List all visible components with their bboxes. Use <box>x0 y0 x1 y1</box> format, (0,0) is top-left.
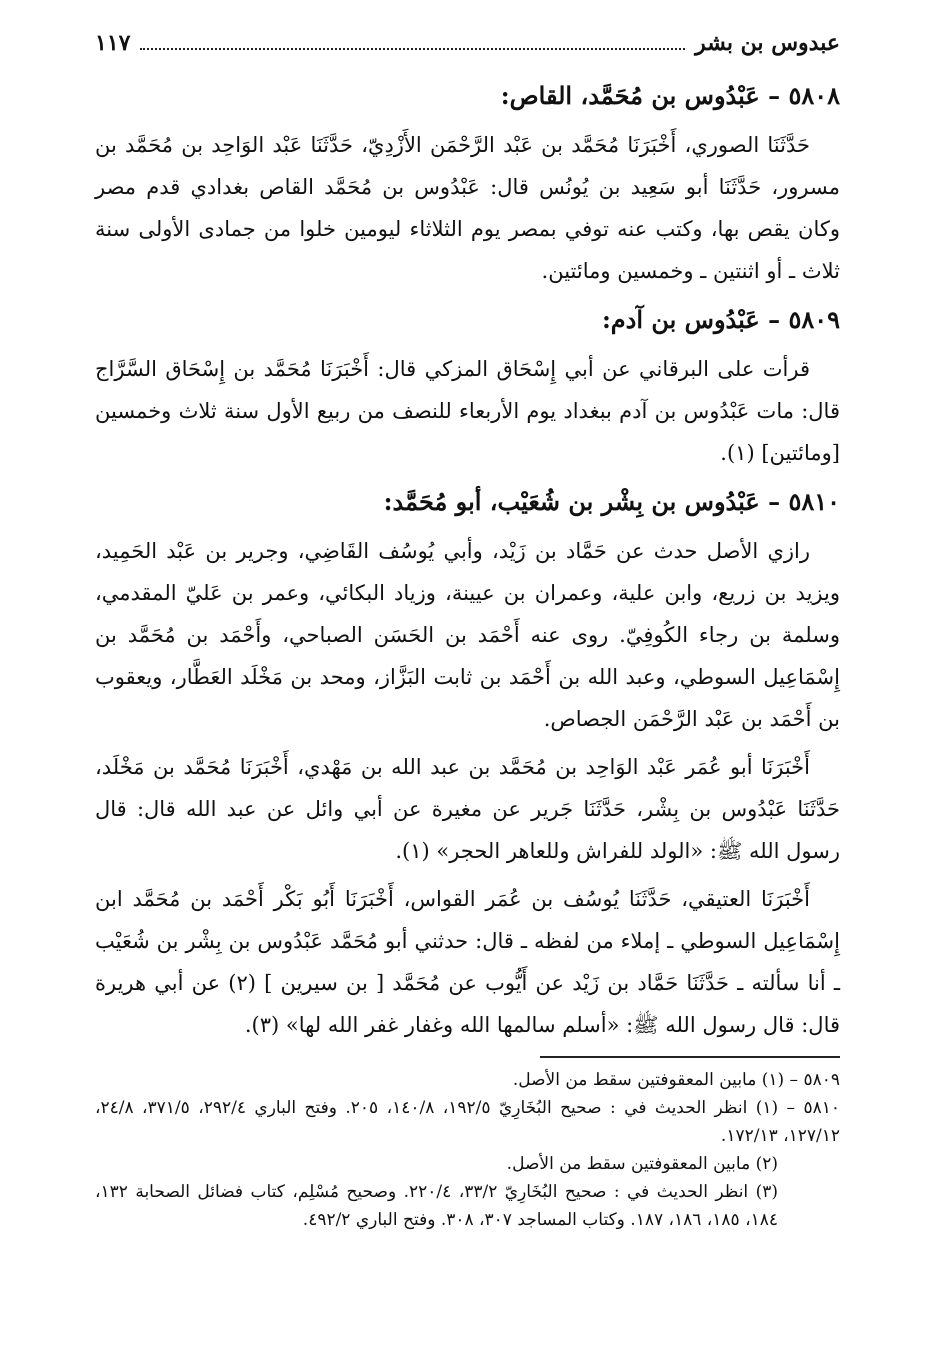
entry-title: ٥٨١٠ – عَبْدُوس بن بِشْر بن شُعَيْب، أبو مُحَمَّد: <box>383 487 840 516</box>
entry-5809 <box>95 298 840 474</box>
footnote: (٣) انظر الحديث في : صحيح البُخَارِيّ ٣٣/٢، ٢٢٠/٤. وصحيح مُسْلِم، كتاب فضائل الصحابة ١٣٢، ١٨٤، ١٨٥، ١٨٦، ١٨٧. وكتاب المساجد ٣٠٧، ٣٠٨. وفتح الباري ٤٩٢/٢. <box>95 1182 778 1230</box>
entry-title: ٥٨٠٩ – عَبْدُوس بن آدم: <box>601 305 840 334</box>
footnotes <box>95 1066 840 1234</box>
entry-paragraph: قرأت على البرقاني عن أبي إِسْحَاق المزكي قال: أَخْبَرَنَا مُحَمَّد بن إِسْحَاق السَّرَّاج قال: مات عَبْدُوس بن آدم ببغداد يوم الأربعاء للنصف من ربيع الأول سنة ثلاث وخمسين [ومائتين] (١). <box>95 357 840 465</box>
running-title: عبدوس بن بشر <box>695 30 840 56</box>
entry-5808 <box>95 74 840 292</box>
entry-paragraph: حَدَّثَنَا الصوري، أَخْبَرَنَا مُحَمَّد بن عَبْد الرَّحْمَن الأَزْدِيّ، حَدَّثَنَا عَبْد الوَاحِد بن مُحَمَّد بن مسرور، حَدَّثَنَا أبو سَعِيد بن يُونُس قال: عَبْدُوس بن مُحَمَّد القاص بغدادي قدم مصر وكان يقص بها، وكتب عنه توفي بمصر يوم الثلاثاء ليومين خلوا من جمادى الأولى سنة ثلاث ـ أو اثنتين ـ وخمسين ومائتين. <box>95 133 840 283</box>
footnote: ٥٨٠٩ – (١) مابين المعقوفتين سقط من الأصل. <box>512 1070 840 1090</box>
header-dot-leader <box>140 38 685 50</box>
footnote: (٢) مابين المعقوفتين سقط من الأصل. <box>506 1154 778 1174</box>
entry-5810 <box>95 480 840 1046</box>
footnote-separator <box>540 1056 840 1058</box>
entry-paragraph: أَخْبَرَنَا العتيقي، حَدَّثَنَا يُوسُف بن عُمَر القواس، أَخْبَرَنَا أَبُو بَكْر أَحْمَد بن مُحَمَّد ابن إِسْمَاعِيل السوطي ـ إملاء من لفظه ـ قال: حدثني أبو مُحَمَّد عَبْدُوس بن بِشْر بن شُعَيْب ـ أنا سألته ـ حَدَّثَنَا حَمَّاد بن زَيْد عن أَيُّوب عن مُحَمَّد [ بن سيرين ] (٢) عن أبي هريرة قال: قال رسول الله ﷺ: «أسلم سالمها الله وغفار غفر الله لها» (٣). <box>95 887 841 1037</box>
entry-title: ٥٨٠٨ – عَبْدُوس بن مُحَمَّد، القاص: <box>500 81 840 110</box>
entry-paragraph: رازي الأصل حدث عن حَمَّاد بن زَيْد، وأبي يُوسُف القَاضِي، وجرير بن عَبْد الحَمِيد، ويزيد بن زريع، وابن علية، وعمران بن عيينة، وزياد البكائي، وعمر بن عَليّ المقدمي، وسلمة بن رجاء الكُوفِيّ. روى عنه أَحْمَد بن الحَسَن الصباحي، وأَحْمَد بن مُحَمَّد بن إِسْمَاعِيل السوطي، وعبد الله بن أَحْمَد بن ثابت البَزَّاز، ومحد بن مَخْلَد العَطَّار، ويعقوب بن أَحْمَد بن عَبْد الرَّحْمَن الجصاص. <box>95 539 840 731</box>
page-number: ١١٧ <box>95 30 131 56</box>
running-header <box>95 30 840 72</box>
entry-paragraph: أَخْبَرَنَا أبو عُمَر عَبْد الوَاحِد بن مُحَمَّد بن عبد الله بن مَهْدي، أَخْبَرَنَا مُحَمَّد بن مَخْلَد، حَدَّثَنَا عَبْدُوس بن بِشْر، حَدَّثَنَا جَرير عن مغيرة عن أبي وائل عن عبد الله قال: قال رسول الله ﷺ: «الولد للفراش وللعاهر الحجر» (١). <box>95 755 840 863</box>
footnote: ٥٨١٠ – (١) انظر الحديث في : صحيح البُخَارِيّ ١٩٢/٥، ١٤٠/٨، ٢٠٥. وفتح الباري ٢٩٢/٤، ٣٧١/٥، ٢٤/٨، ١٢٧/١٢، ١٧٢/١٣. <box>95 1098 840 1146</box>
